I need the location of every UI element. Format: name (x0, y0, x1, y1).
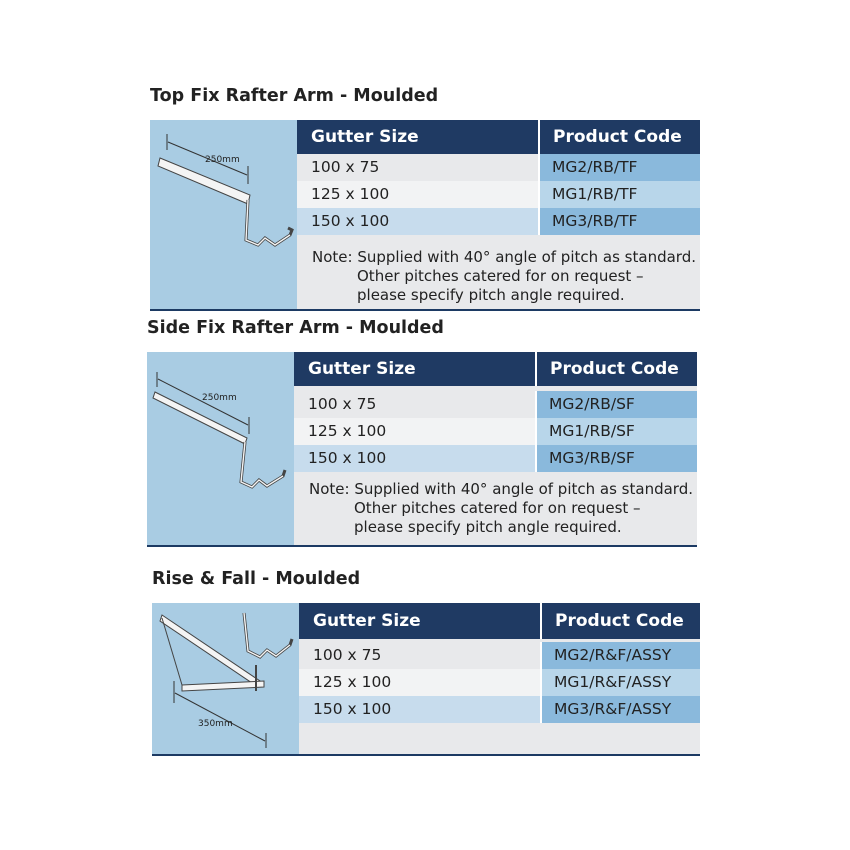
note-line: Note: Supplied with 40° angle of pitch as standard. (312, 248, 696, 266)
dimension-label: 250mm (202, 393, 237, 403)
rise-fall-table (152, 603, 700, 756)
product-code-cell: MG3/RB/SF (549, 449, 635, 467)
gutter-size-cell: 125 x 100 (313, 673, 392, 691)
pitch-note (309, 480, 693, 537)
gutter-size-cell: 150 x 100 (308, 449, 387, 467)
product-code-cell: MG2/R&F/ASSY (554, 646, 672, 664)
note-line: Other pitches catered for on request – (354, 499, 641, 517)
rise-fall-illustration (152, 603, 299, 754)
gutter-size-cell: 125 x 100 (311, 185, 390, 203)
table-row (297, 208, 700, 235)
pitch-note (312, 248, 696, 305)
product-code-cell: MG3/RB/TF (552, 212, 638, 230)
side-fix-table (147, 352, 697, 547)
table-header (294, 352, 697, 386)
dimension-label: 250mm (205, 155, 240, 165)
note-line: Note: Supplied with 40° angle of pitch as standard. (309, 480, 693, 498)
table-row (294, 418, 697, 445)
note-line: please specify pitch angle required. (357, 286, 625, 304)
section-title-top-fix: Top Fix Rafter Arm - Moulded (150, 86, 439, 106)
gutter-size-cell: 100 x 75 (311, 158, 380, 176)
product-code-header: Product Code (555, 611, 684, 631)
rise-fall-bracket-drawing (152, 603, 299, 754)
gutter-size-cell: 150 x 100 (313, 700, 392, 718)
gutter-size-cell: 150 x 100 (311, 212, 390, 230)
product-code-cell: MG2/RB/SF (549, 395, 635, 413)
table-row (297, 154, 700, 181)
table-header (299, 603, 700, 639)
note-line: please specify pitch angle required. (354, 518, 622, 536)
section-title-side-fix: Side Fix Rafter Arm - Moulded (147, 318, 444, 338)
side-fix-illustration (147, 352, 294, 545)
gutter-size-header: Gutter Size (311, 127, 419, 147)
note-line: Other pitches catered for on request – (357, 267, 644, 285)
product-code-header: Product Code (553, 127, 682, 147)
gutter-size-cell: 100 x 75 (308, 395, 377, 413)
table-row (299, 669, 700, 696)
gutter-size-header: Gutter Size (308, 359, 416, 379)
table-row (294, 445, 697, 472)
table-row (299, 642, 700, 669)
empty-row (299, 723, 700, 754)
product-code-cell: MG1/RB/TF (552, 185, 638, 203)
table-row (294, 391, 697, 418)
section-title-rise-fall: Rise & Fall - Moulded (152, 569, 361, 589)
product-code-cell: MG2/RB/TF (552, 158, 638, 176)
product-code-cell: MG3/R&F/ASSY (554, 700, 672, 718)
side-fix-rafter-arm-drawing (147, 352, 294, 545)
product-code-cell: MG1/RB/SF (549, 422, 635, 440)
gutter-size-header: Gutter Size (313, 611, 421, 631)
gutter-size-cell: 125 x 100 (308, 422, 387, 440)
top-fix-table (150, 120, 700, 311)
dimension-label: 350mm (198, 719, 233, 729)
gutter-size-cell: 100 x 75 (313, 646, 382, 664)
product-code-header: Product Code (550, 359, 679, 379)
table-header (297, 120, 700, 154)
top-fix-illustration (150, 120, 297, 309)
table-row (299, 696, 700, 723)
product-code-cell: MG1/R&F/ASSY (554, 673, 672, 691)
table-row (297, 181, 700, 208)
top-fix-rafter-arm-drawing (150, 120, 297, 309)
